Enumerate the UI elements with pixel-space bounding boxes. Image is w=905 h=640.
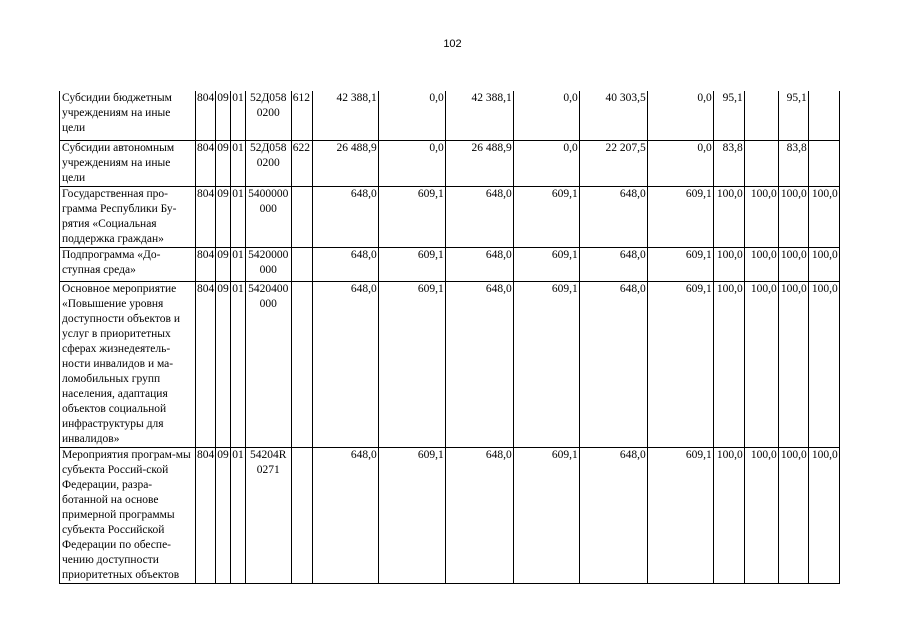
- row-name: Мероприятия програм-мы субъекта Россий-ской Федерации, разра-ботанной на основе примерной программы субъекта Российской Федерации по обеспе-чению доступности приоритетных объектов: [60, 447, 196, 583]
- value-actual-fed: 609,1: [647, 247, 713, 281]
- percent-4: [808, 91, 839, 140]
- code-rz: 09: [216, 186, 231, 247]
- value-plan: 648,0: [312, 247, 378, 281]
- code-pr: 01: [231, 447, 246, 583]
- table-body: [60, 91, 840, 583]
- percent-2: 100,0: [744, 281, 778, 447]
- code-rz: 09: [216, 247, 231, 281]
- value-plan: 26 488,9: [312, 140, 378, 186]
- value-refined: 648,0: [445, 186, 513, 247]
- table-row: [60, 140, 840, 186]
- value-plan-fed: 609,1: [378, 281, 445, 447]
- percent-4: 100,0: [808, 247, 839, 281]
- percent-1: 83,8: [713, 140, 744, 186]
- percent-4: 100,0: [808, 281, 839, 447]
- value-plan-fed: 609,1: [378, 186, 445, 247]
- percent-1: 100,0: [713, 186, 744, 247]
- percent-3: 83,8: [778, 140, 808, 186]
- value-refined-fed: 609,1: [513, 447, 579, 583]
- value-plan: 648,0: [312, 447, 378, 583]
- code-vr: 622: [291, 140, 312, 186]
- percent-2: 100,0: [744, 186, 778, 247]
- code-rz: 09: [216, 91, 231, 140]
- value-actual-fed: 609,1: [647, 281, 713, 447]
- page-number: 102: [443, 38, 462, 50]
- row-name: Государственная про-грамма Республики Бу-рятия «Социальная поддержка граждан»: [60, 186, 196, 247]
- value-actual: 648,0: [579, 186, 647, 247]
- code-vr: [291, 447, 312, 583]
- value-actual: 648,0: [579, 247, 647, 281]
- table-row: [60, 447, 840, 583]
- code-rz: 09: [216, 281, 231, 447]
- code-ved: 804: [196, 281, 216, 447]
- code-vr: [291, 186, 312, 247]
- value-refined-fed: 609,1: [513, 281, 579, 447]
- value-refined-fed: 609,1: [513, 186, 579, 247]
- code-csr: 54204R 0271: [245, 447, 291, 583]
- percent-3: 100,0: [778, 247, 808, 281]
- row-name: Основное мероприятие «Повышение уровня доступности объектов и услуг в приоритетных сферах жизнедеятель-ности инвалидов и ма-ломобильных групп населения, адаптация объектов социальной инфраструктуры для инвалидов»: [60, 281, 196, 447]
- value-actual: 22 207,5: [579, 140, 647, 186]
- row-name: Подпрограмма «До-ступная среда»: [60, 247, 196, 281]
- value-refined: 648,0: [445, 281, 513, 447]
- value-refined-fed: 0,0: [513, 140, 579, 186]
- code-csr: 5420400 000: [245, 281, 291, 447]
- value-plan-fed: 0,0: [378, 140, 445, 186]
- row-name: Субсидии автономным учреждениям на иные цели: [60, 140, 196, 186]
- code-csr: 52Д058 0200: [245, 91, 291, 140]
- budget-table: [59, 91, 840, 584]
- value-plan: 648,0: [312, 186, 378, 247]
- code-pr: 01: [231, 281, 246, 447]
- value-actual-fed: 0,0: [647, 91, 713, 140]
- percent-3: 100,0: [778, 447, 808, 583]
- row-name: Субсидии бюджетным учреждениям на иные цели: [60, 91, 196, 140]
- value-refined: 648,0: [445, 247, 513, 281]
- value-plan-fed: 609,1: [378, 247, 445, 281]
- value-refined-fed: 0,0: [513, 91, 579, 140]
- code-pr: 01: [231, 186, 246, 247]
- percent-3: 95,1: [778, 91, 808, 140]
- value-refined: 648,0: [445, 447, 513, 583]
- percent-4: [808, 140, 839, 186]
- value-actual-fed: 609,1: [647, 186, 713, 247]
- code-csr: 5420000 000: [245, 247, 291, 281]
- code-rz: 09: [216, 447, 231, 583]
- code-vr: 612: [291, 91, 312, 140]
- code-csr: 52Д058 0200: [245, 140, 291, 186]
- table-row: [60, 247, 840, 281]
- table-row: [60, 91, 840, 140]
- value-actual: 648,0: [579, 281, 647, 447]
- code-pr: 01: [231, 91, 246, 140]
- percent-1: 100,0: [713, 281, 744, 447]
- percent-3: 100,0: [778, 186, 808, 247]
- percent-4: 100,0: [808, 447, 839, 583]
- value-actual-fed: 609,1: [647, 447, 713, 583]
- code-vr: [291, 247, 312, 281]
- code-vr: [291, 281, 312, 447]
- code-ved: 804: [196, 140, 216, 186]
- value-actual: 648,0: [579, 447, 647, 583]
- value-plan-fed: 0,0: [378, 91, 445, 140]
- code-ved: 804: [196, 186, 216, 247]
- code-ved: 804: [196, 447, 216, 583]
- value-plan: 42 388,1: [312, 91, 378, 140]
- value-actual: 40 303,5: [579, 91, 647, 140]
- value-actual-fed: 0,0: [647, 140, 713, 186]
- code-pr: 01: [231, 140, 246, 186]
- code-ved: 804: [196, 247, 216, 281]
- percent-2: 100,0: [744, 447, 778, 583]
- percent-1: 100,0: [713, 247, 744, 281]
- percent-2: [744, 91, 778, 140]
- code-pr: 01: [231, 247, 246, 281]
- percent-2: [744, 140, 778, 186]
- percent-3: 100,0: [778, 281, 808, 447]
- percent-1: 100,0: [713, 447, 744, 583]
- value-plan: 648,0: [312, 281, 378, 447]
- value-plan-fed: 609,1: [378, 447, 445, 583]
- value-refined: 26 488,9: [445, 140, 513, 186]
- percent-4: 100,0: [808, 186, 839, 247]
- code-ved: 804: [196, 91, 216, 140]
- value-refined-fed: 609,1: [513, 247, 579, 281]
- code-csr: 5400000 000: [245, 186, 291, 247]
- percent-2: 100,0: [744, 247, 778, 281]
- percent-1: 95,1: [713, 91, 744, 140]
- code-rz: 09: [216, 140, 231, 186]
- value-refined: 42 388,1: [445, 91, 513, 140]
- table-row: [60, 281, 840, 447]
- table-row: [60, 186, 840, 247]
